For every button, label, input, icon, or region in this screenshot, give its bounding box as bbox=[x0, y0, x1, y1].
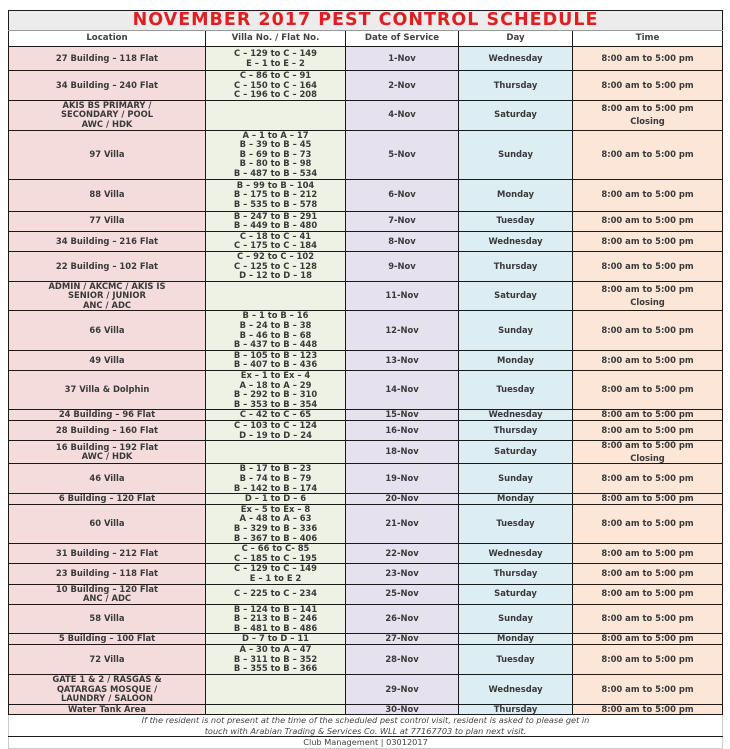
time-range: 8:00 am to 5:00 pm bbox=[601, 324, 694, 335]
table-row bbox=[9, 441, 723, 464]
footer-note bbox=[9, 715, 723, 737]
villa-flat-cell bbox=[206, 421, 346, 441]
time-range: 8:00 am to 5:00 pm bbox=[601, 613, 694, 624]
villa-flat-cell bbox=[206, 231, 346, 251]
villa-flat-cell-line: C – 225 to C – 234 bbox=[234, 588, 317, 599]
date-cell: 12-Nov bbox=[346, 311, 459, 350]
header-time: Time bbox=[573, 31, 723, 47]
date-cell: 16-Nov bbox=[346, 421, 459, 441]
day-cell: Tuesday bbox=[459, 211, 573, 231]
villa-flat-cell bbox=[206, 564, 346, 584]
time-cell bbox=[573, 544, 723, 564]
table-row bbox=[9, 231, 723, 251]
time-cell bbox=[573, 281, 723, 311]
villa-flat-cell bbox=[206, 504, 346, 543]
time-cell bbox=[573, 371, 723, 410]
day-cell: Thursday bbox=[459, 564, 573, 584]
time-cell bbox=[573, 441, 723, 464]
location-cell-line: 22 Building – 102 Flat bbox=[55, 260, 159, 271]
date-cell: 26-Nov bbox=[346, 604, 459, 634]
table-row bbox=[9, 584, 723, 604]
location-cell-line: 5 Building – 100 Flat bbox=[58, 633, 156, 644]
table-row bbox=[9, 704, 723, 715]
time-range: 8:00 am to 5:00 pm bbox=[601, 703, 694, 714]
villa-flat-cell-line: A – 30 to A – 47 bbox=[239, 644, 312, 655]
villa-flat-cell-line: D – 12 to D – 18 bbox=[239, 270, 312, 281]
day-cell: Tuesday bbox=[459, 504, 573, 543]
date-cell: 29-Nov bbox=[346, 675, 459, 705]
time-range: 8:00 am to 5:00 pm bbox=[601, 260, 694, 271]
date-cell: 1-Nov bbox=[346, 47, 459, 71]
day-cell: Saturday bbox=[459, 441, 573, 464]
villa-flat-cell-line: B – 481 to B – 486 bbox=[233, 622, 318, 633]
location-cell-line: 77 Villa bbox=[89, 215, 125, 226]
location-cell-line: 72 Villa bbox=[89, 653, 125, 664]
location-cell-line: 34 Building – 216 Flat bbox=[55, 235, 159, 246]
header-day: Day bbox=[459, 31, 573, 47]
villa-flat-cell bbox=[206, 544, 346, 564]
time-cell bbox=[573, 604, 723, 634]
table-row bbox=[9, 251, 723, 281]
villa-flat-cell-line: B – 292 to B – 310 bbox=[233, 389, 318, 400]
time-range: 8:00 am to 5:00 pm bbox=[601, 354, 694, 365]
time-range: 8:00 am to 5:00 pm bbox=[601, 52, 694, 63]
villa-flat-cell bbox=[206, 251, 346, 281]
location-cell-line: 58 Villa bbox=[89, 613, 125, 624]
time-cell bbox=[573, 584, 723, 604]
date-cell: 9-Nov bbox=[346, 251, 459, 281]
villa-flat-cell bbox=[206, 704, 346, 715]
villa-flat-cell-line: B – 407 to B – 436 bbox=[233, 359, 318, 370]
closing-note: Closing bbox=[630, 296, 665, 307]
location-cell-line: AWC / HDK bbox=[81, 451, 133, 462]
day-cell: Sunday bbox=[459, 130, 573, 179]
time-cell bbox=[573, 311, 723, 350]
location-cell bbox=[9, 311, 206, 350]
time-cell bbox=[573, 71, 723, 101]
time-range: 8:00 am to 5:00 pm bbox=[601, 472, 694, 483]
day-cell: Thursday bbox=[459, 251, 573, 281]
villa-flat-cell-line: B – 247 to B – 291 bbox=[233, 210, 318, 221]
date-cell: 20-Nov bbox=[346, 494, 459, 505]
day-cell: Monday bbox=[459, 494, 573, 505]
villa-flat-cell-line: C – 129 to C – 149 bbox=[234, 47, 317, 58]
table-row bbox=[9, 179, 723, 211]
villa-flat-cell-line: D – 7 to D – 11 bbox=[241, 633, 309, 644]
villa-flat-cell-line: B – 46 to B – 68 bbox=[239, 329, 312, 340]
villa-flat-cell-line: B – 535 to B – 578 bbox=[233, 198, 318, 209]
location-cell bbox=[9, 645, 206, 675]
footer-note-line-2: touch with Arabian Trading & Services Co. WLL at 77167703 to plan next visit. bbox=[204, 725, 527, 736]
time-range: 8:00 am to 5:00 pm bbox=[601, 424, 694, 435]
villa-flat-cell-line: Ex – 1 to Ex – 4 bbox=[240, 370, 311, 381]
villa-flat-cell-line: B – 1 to B – 16 bbox=[242, 310, 309, 321]
villa-flat-cell bbox=[206, 311, 346, 350]
villa-flat-cell-line: C – 175 to C – 184 bbox=[234, 240, 317, 251]
day-cell: Saturday bbox=[459, 100, 573, 130]
villa-flat-cell-line: E – 1 to E – 2 bbox=[246, 57, 305, 68]
table-row bbox=[9, 645, 723, 675]
table-row bbox=[9, 564, 723, 584]
villa-flat-cell bbox=[206, 130, 346, 179]
villa-flat-cell bbox=[206, 100, 346, 130]
location-cell-line: 49 Villa bbox=[89, 354, 125, 365]
time-cell bbox=[573, 47, 723, 71]
table-row bbox=[9, 130, 723, 179]
time-cell bbox=[573, 179, 723, 211]
header-location: Location bbox=[9, 31, 206, 47]
table-row bbox=[9, 211, 723, 231]
closing-note: Closing bbox=[630, 452, 665, 463]
location-cell-line: 60 Villa bbox=[89, 518, 125, 529]
location-cell-line: 16 Building – 192 Flat bbox=[55, 441, 159, 452]
location-cell bbox=[9, 584, 206, 604]
time-cell bbox=[573, 251, 723, 281]
villa-flat-cell bbox=[206, 350, 346, 370]
day-cell: Saturday bbox=[459, 281, 573, 311]
villa-flat-cell bbox=[206, 645, 346, 675]
villa-flat-cell bbox=[206, 47, 346, 71]
time-cell bbox=[573, 464, 723, 494]
location-cell-line: 10 Building – 120 Flat bbox=[55, 583, 159, 594]
location-cell bbox=[9, 211, 206, 231]
time-cell bbox=[573, 231, 723, 251]
location-cell-line: AWC / HDK bbox=[81, 118, 133, 129]
location-cell-line: QATARGAS MOSQUE / bbox=[56, 683, 158, 694]
villa-flat-cell-line: Ex – 5 to Ex – 8 bbox=[240, 503, 311, 514]
time-range: 8:00 am to 5:00 pm bbox=[601, 148, 694, 159]
date-cell: 5-Nov bbox=[346, 130, 459, 179]
villa-flat-cell bbox=[206, 675, 346, 705]
location-cell bbox=[9, 231, 206, 251]
location-cell bbox=[9, 100, 206, 130]
day-cell: Thursday bbox=[459, 704, 573, 715]
time-range: 8:00 am to 5:00 pm bbox=[601, 384, 694, 395]
table-row bbox=[9, 311, 723, 350]
location-cell bbox=[9, 675, 206, 705]
location-cell-line: SECONDARY / POOL bbox=[60, 109, 154, 120]
table-row bbox=[9, 371, 723, 410]
table-row bbox=[9, 675, 723, 705]
villa-flat-cell-line: B – 24 to B – 38 bbox=[239, 320, 312, 331]
villa-flat-cell-line: B – 124 to B – 141 bbox=[233, 603, 318, 614]
day-cell: Wednesday bbox=[459, 544, 573, 564]
day-cell: Tuesday bbox=[459, 371, 573, 410]
schedule-table bbox=[8, 10, 723, 749]
location-cell-line: 34 Building – 240 Flat bbox=[55, 79, 159, 90]
day-cell: Wednesday bbox=[459, 47, 573, 71]
location-cell-line: SENIOR / JUNIOR bbox=[68, 290, 146, 301]
day-cell: Monday bbox=[459, 350, 573, 370]
date-cell: 28-Nov bbox=[346, 645, 459, 675]
day-cell: Monday bbox=[459, 179, 573, 211]
date-cell: 14-Nov bbox=[346, 371, 459, 410]
day-cell: Monday bbox=[459, 634, 573, 645]
location-cell bbox=[9, 464, 206, 494]
date-cell: 30-Nov bbox=[346, 704, 459, 715]
location-cell bbox=[9, 71, 206, 101]
date-cell: 18-Nov bbox=[346, 441, 459, 464]
villa-flat-cell bbox=[206, 584, 346, 604]
header-villa-flat: Villa No. / Flat No. bbox=[206, 31, 346, 47]
location-cell-line: 6 Building – 120 Flat bbox=[58, 493, 156, 504]
villa-flat-cell-line: B – 449 to B – 480 bbox=[233, 220, 318, 231]
villa-flat-cell bbox=[206, 634, 346, 645]
day-cell: Sunday bbox=[459, 604, 573, 634]
villa-flat-cell bbox=[206, 441, 346, 464]
date-cell: 15-Nov bbox=[346, 410, 459, 421]
table-row bbox=[9, 421, 723, 441]
location-cell-line: 27 Building – 118 Flat bbox=[55, 52, 159, 63]
time-cell bbox=[573, 675, 723, 705]
villa-flat-cell-line: D – 1 to D – 6 bbox=[244, 493, 307, 504]
date-cell: 8-Nov bbox=[346, 231, 459, 251]
table-row bbox=[9, 410, 723, 421]
time-range: 8:00 am to 5:00 pm bbox=[601, 189, 694, 200]
time-range: 8:00 am to 5:00 pm bbox=[601, 79, 694, 90]
time-range: 8:00 am to 5:00 pm bbox=[601, 547, 694, 558]
time-range: 8:00 am to 5:00 pm bbox=[601, 518, 694, 529]
time-cell bbox=[573, 130, 723, 179]
time-range: 8:00 am to 5:00 pm bbox=[601, 409, 694, 420]
villa-flat-cell-line: C – 92 to C – 102 bbox=[236, 250, 315, 261]
location-cell bbox=[9, 704, 206, 715]
villa-flat-cell bbox=[206, 371, 346, 410]
time-cell bbox=[573, 410, 723, 421]
date-cell: 19-Nov bbox=[346, 464, 459, 494]
location-cell bbox=[9, 564, 206, 584]
villa-flat-cell-line: B – 69 to B – 73 bbox=[239, 148, 312, 159]
villa-flat-cell bbox=[206, 281, 346, 311]
date-cell: 23-Nov bbox=[346, 564, 459, 584]
villa-flat-cell-line: C – 42 to C – 65 bbox=[239, 409, 312, 420]
time-range: 8:00 am to 5:00 pm bbox=[601, 283, 694, 294]
time-range: 8:00 am to 5:00 pm bbox=[601, 235, 694, 246]
schedule-title: NOVEMBER 2017 PEST CONTROL SCHEDULE bbox=[9, 11, 723, 31]
villa-flat-cell-line: B – 74 to B – 79 bbox=[239, 472, 312, 483]
location-cell-line: 88 Villa bbox=[89, 189, 125, 200]
date-cell: 25-Nov bbox=[346, 584, 459, 604]
villa-flat-cell-line: B – 367 to B – 406 bbox=[233, 532, 318, 543]
schedule-rows bbox=[9, 47, 723, 715]
table-row bbox=[9, 544, 723, 564]
table-row bbox=[9, 100, 723, 130]
location-cell-line: 66 Villa bbox=[89, 324, 125, 335]
location-cell-line: LAUNDRY / SALOON bbox=[60, 693, 154, 704]
villa-flat-cell-line: B – 213 to B – 246 bbox=[233, 613, 318, 624]
table-row bbox=[9, 634, 723, 645]
table-row bbox=[9, 281, 723, 311]
location-cell-line: 46 Villa bbox=[89, 472, 125, 483]
location-cell bbox=[9, 421, 206, 441]
villa-flat-cell-line: B – 80 to B – 98 bbox=[239, 158, 312, 169]
location-cell bbox=[9, 441, 206, 464]
location-cell-line: 28 Building – 160 Flat bbox=[55, 424, 159, 435]
time-range: 8:00 am to 5:00 pm bbox=[601, 103, 694, 114]
villa-flat-cell bbox=[206, 494, 346, 505]
table-row bbox=[9, 350, 723, 370]
villa-flat-cell-line: C – 129 to C – 149 bbox=[234, 563, 317, 574]
day-cell: Sunday bbox=[459, 311, 573, 350]
location-cell-line: 37 Villa & Dolphin bbox=[64, 384, 150, 395]
location-cell bbox=[9, 179, 206, 211]
villa-flat-cell-line: B – 329 to B – 336 bbox=[233, 522, 318, 533]
location-cell-line: AKIS BS PRIMARY / bbox=[62, 99, 152, 110]
table-row bbox=[9, 464, 723, 494]
location-cell-line: GATE 1 & 2 / RASGAS & bbox=[52, 674, 162, 685]
location-cell bbox=[9, 544, 206, 564]
day-cell: Wednesday bbox=[459, 410, 573, 421]
location-cell-line: 23 Building – 118 Flat bbox=[55, 568, 159, 579]
location-cell bbox=[9, 371, 206, 410]
villa-flat-cell bbox=[206, 604, 346, 634]
villa-flat-cell-line: B – 175 to B – 212 bbox=[233, 189, 318, 200]
time-range: 8:00 am to 5:00 pm bbox=[601, 683, 694, 694]
time-range: 8:00 am to 5:00 pm bbox=[601, 215, 694, 226]
time-cell bbox=[573, 704, 723, 715]
footer-note-line-1: If the resident is not present at the time of the scheduled pest control visit, resident is asked to please get in bbox=[141, 715, 590, 726]
location-cell-line: 24 Building – 96 Flat bbox=[58, 409, 156, 420]
day-cell: Wednesday bbox=[459, 675, 573, 705]
time-range: 8:00 am to 5:00 pm bbox=[601, 588, 694, 599]
header-row bbox=[9, 31, 723, 47]
time-cell bbox=[573, 564, 723, 584]
location-cell bbox=[9, 494, 206, 505]
villa-flat-cell-line: B – 311 to B – 352 bbox=[233, 653, 318, 664]
time-cell bbox=[573, 645, 723, 675]
date-cell: 13-Nov bbox=[346, 350, 459, 370]
pest-control-schedule bbox=[8, 10, 722, 749]
location-cell bbox=[9, 634, 206, 645]
villa-flat-cell-line: B – 99 to B – 104 bbox=[236, 179, 315, 190]
villa-flat-cell bbox=[206, 211, 346, 231]
time-cell bbox=[573, 634, 723, 645]
day-cell: Thursday bbox=[459, 421, 573, 441]
villa-flat-cell-line: C – 86 to C – 91 bbox=[239, 70, 312, 80]
location-cell-line: 31 Building – 212 Flat bbox=[55, 547, 159, 558]
villa-flat-cell-line: C – 66 to C- 85 bbox=[241, 543, 310, 554]
villa-flat-cell-line: C – 103 to C – 124 bbox=[234, 420, 317, 430]
date-cell: 4-Nov bbox=[346, 100, 459, 130]
time-cell bbox=[573, 494, 723, 505]
location-cell bbox=[9, 251, 206, 281]
villa-flat-cell-line: C – 125 to C – 128 bbox=[234, 260, 317, 271]
day-cell: Thursday bbox=[459, 71, 573, 101]
location-cell bbox=[9, 504, 206, 543]
location-cell bbox=[9, 47, 206, 71]
day-cell: Tuesday bbox=[459, 645, 573, 675]
time-cell bbox=[573, 100, 723, 130]
date-cell: 21-Nov bbox=[346, 504, 459, 543]
day-cell: Saturday bbox=[459, 584, 573, 604]
villa-flat-cell-line: C – 196 to C – 208 bbox=[234, 89, 317, 100]
villa-flat-cell-line: A – 1 to A – 17 bbox=[242, 129, 309, 140]
time-cell bbox=[573, 421, 723, 441]
location-cell-line: ANC / ADC bbox=[82, 299, 132, 310]
date-cell: 11-Nov bbox=[346, 281, 459, 311]
villa-flat-cell-line: B – 39 to B – 45 bbox=[239, 139, 312, 150]
date-cell: 27-Nov bbox=[346, 634, 459, 645]
villa-flat-cell-line: B – 17 to B – 23 bbox=[239, 463, 312, 474]
location-cell-line: Water Tank Area bbox=[68, 703, 146, 714]
villa-flat-cell-line: C – 18 to C – 41 bbox=[239, 230, 312, 241]
villa-flat-cell-line: B – 105 to B – 123 bbox=[233, 349, 318, 360]
time-range: 8:00 am to 5:00 pm bbox=[601, 493, 694, 504]
location-cell-line: ANC / ADC bbox=[82, 593, 132, 604]
location-cell bbox=[9, 281, 206, 311]
location-cell-line: 97 Villa bbox=[89, 148, 125, 159]
date-cell: 7-Nov bbox=[346, 211, 459, 231]
villa-flat-cell-line: A – 18 to A – 29 bbox=[239, 379, 312, 390]
location-cell-line: ADMIN / AKCMC / AKIS IS bbox=[48, 280, 166, 291]
villa-flat-cell-line: A – 48 to A – 63 bbox=[239, 513, 312, 524]
villa-flat-cell-line: B – 353 to B – 354 bbox=[233, 398, 318, 409]
date-cell: 2-Nov bbox=[346, 71, 459, 101]
table-row bbox=[9, 504, 723, 543]
time-range: 8:00 am to 5:00 pm bbox=[601, 568, 694, 579]
time-range: 8:00 am to 5:00 pm bbox=[601, 633, 694, 644]
villa-flat-cell bbox=[206, 410, 346, 421]
table-row bbox=[9, 47, 723, 71]
villa-flat-cell-line: B – 437 to B – 448 bbox=[233, 339, 318, 350]
villa-flat-cell-line: B – 142 to B – 174 bbox=[233, 482, 318, 493]
villa-flat-cell bbox=[206, 71, 346, 101]
location-cell bbox=[9, 130, 206, 179]
date-cell: 22-Nov bbox=[346, 544, 459, 564]
villa-flat-cell bbox=[206, 464, 346, 494]
table-row bbox=[9, 71, 723, 101]
time-range: 8:00 am to 5:00 pm bbox=[601, 440, 694, 451]
villa-flat-cell-line: B – 355 to B – 366 bbox=[233, 663, 318, 674]
villa-flat-cell-line: B – 487 to B – 534 bbox=[233, 167, 318, 178]
villa-flat-cell-line: C – 185 to C – 195 bbox=[234, 552, 317, 563]
table-row bbox=[9, 494, 723, 505]
location-cell bbox=[9, 604, 206, 634]
time-cell bbox=[573, 211, 723, 231]
villa-flat-cell-line: E – 1 to E 2 bbox=[249, 572, 302, 583]
villa-flat-cell bbox=[206, 179, 346, 211]
time-cell bbox=[573, 350, 723, 370]
day-cell: Wednesday bbox=[459, 231, 573, 251]
location-cell bbox=[9, 410, 206, 421]
closing-note: Closing bbox=[630, 115, 665, 126]
footer-club-management: Club Management | 03012017 bbox=[9, 737, 723, 749]
date-cell: 6-Nov bbox=[346, 179, 459, 211]
time-range: 8:00 am to 5:00 pm bbox=[601, 653, 694, 664]
time-cell bbox=[573, 504, 723, 543]
table-row bbox=[9, 604, 723, 634]
day-cell: Sunday bbox=[459, 464, 573, 494]
header-date: Date of Service bbox=[346, 31, 459, 47]
villa-flat-cell-line: C – 150 to C – 164 bbox=[234, 79, 317, 90]
villa-flat-cell-line: D – 19 to D – 24 bbox=[239, 429, 312, 440]
location-cell bbox=[9, 350, 206, 370]
